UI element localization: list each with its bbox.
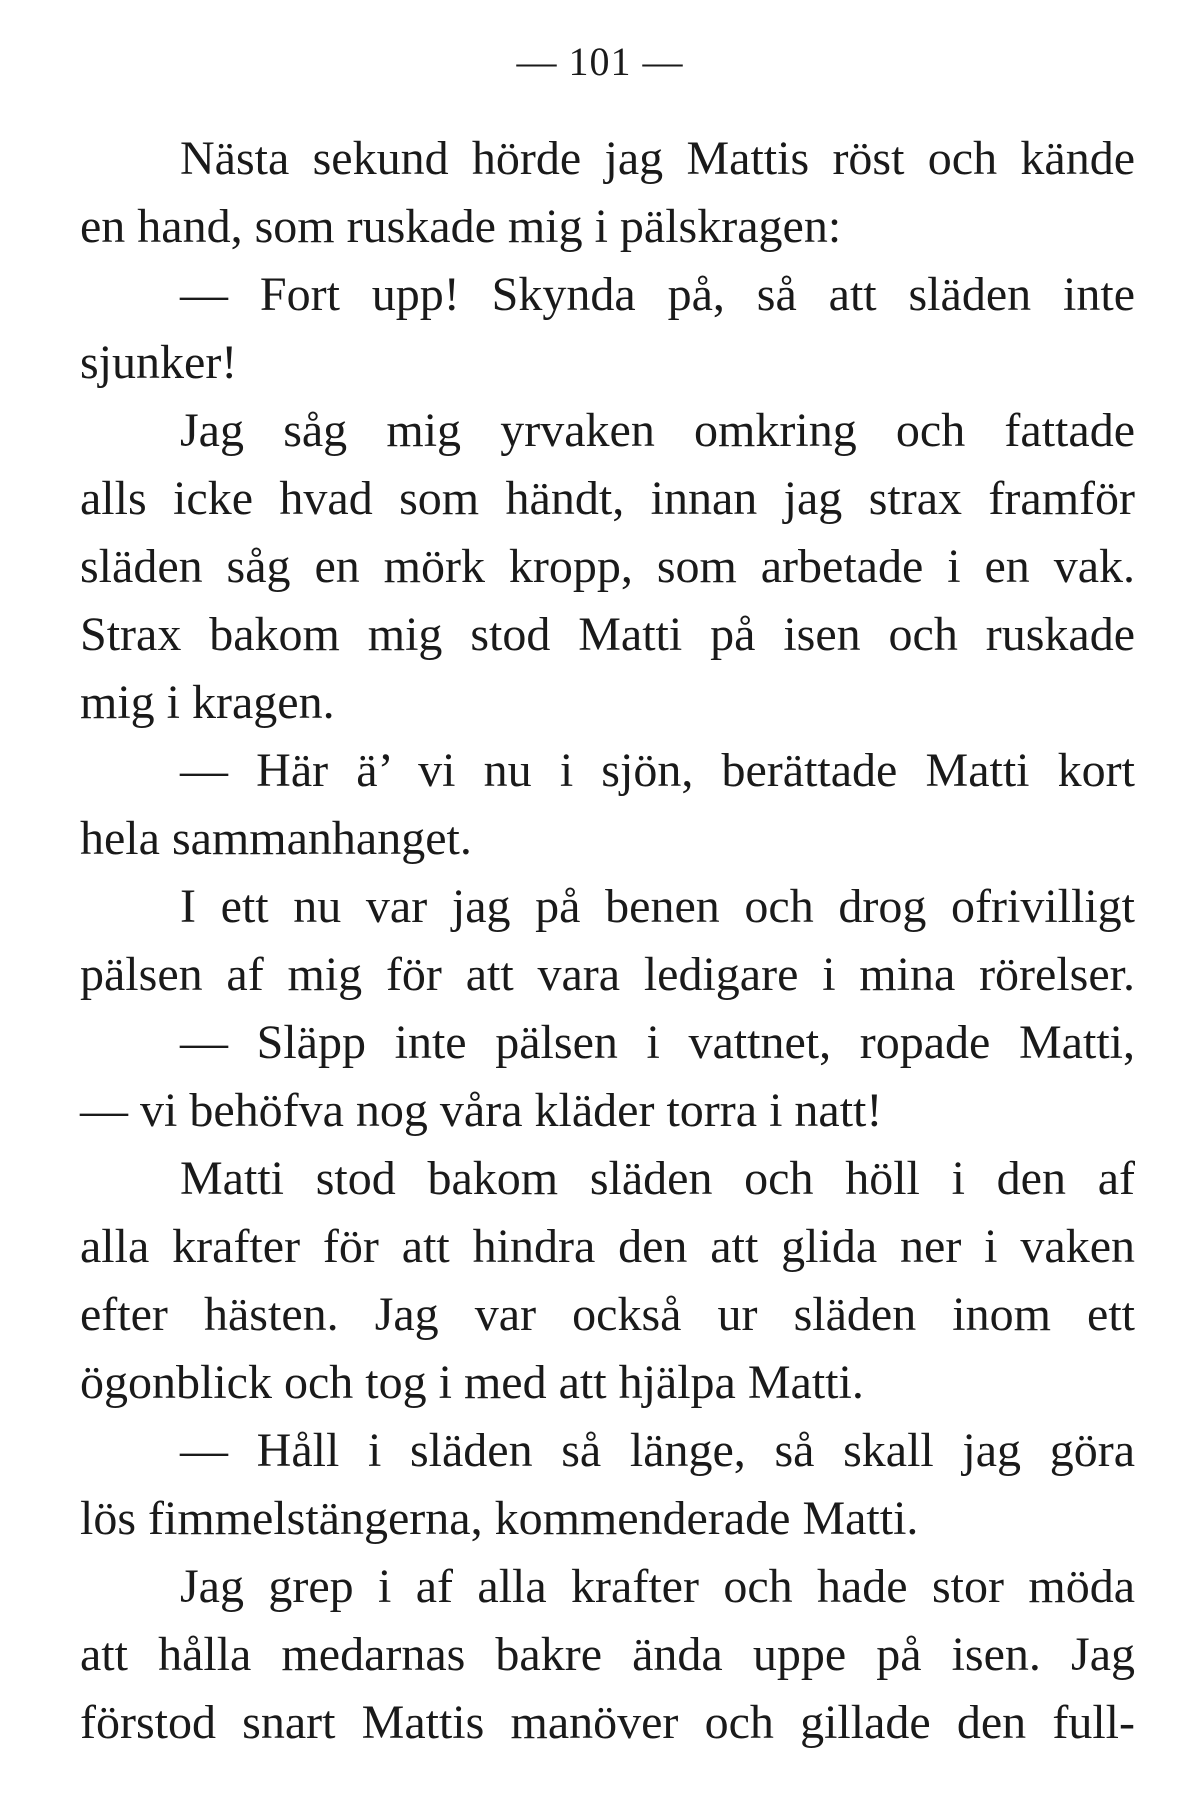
text-line: en hand, som ruskade mig i pälskragen: — [80, 200, 842, 253]
text-line: Matti stod bakom släden och höll i den af — [180, 1152, 1135, 1205]
text-line: — Fort upp! Skynda på, så att släden inte — [180, 268, 1135, 321]
text-line: Strax bakom mig stod Matti på isen och ruskade — [80, 608, 1135, 661]
page-number: — 101 — — [516, 39, 684, 84]
text-line: släden såg en mörk kropp, som arbetade i en vak. — [80, 540, 1135, 593]
body-text — [80, 125, 1135, 1757]
text-line: förstod snart Mattis manöver och gillade den full- — [80, 1696, 1135, 1749]
text-line: — Släpp inte pälsen i vattnet, ropade Matti, — [180, 1016, 1135, 1069]
text-line: — Håll i släden så länge, så skall jag göra — [180, 1424, 1135, 1477]
text-line: alls icke hvad som händt, innan jag strax framför — [80, 472, 1135, 525]
text-line: hela sammanhanget. — [80, 812, 472, 865]
text-line: — Här ä’ vi nu i sjön, berättade Matti kort — [180, 744, 1135, 797]
text-line: sjunker! — [80, 336, 238, 389]
text-line: att hålla medarnas bakre ända uppe på isen. Jag — [80, 1628, 1135, 1681]
text-line: Jag grep i af alla krafter och hade stor möda — [180, 1560, 1135, 1613]
text-line: Nästa sekund hörde jag Mattis röst och kände — [180, 132, 1135, 185]
text-line: efter hästen. Jag var också ur släden inom ett — [80, 1288, 1135, 1341]
text-line: mig i kragen. — [80, 676, 335, 729]
text-line: alla krafter för att hindra den att glida ner i vaken — [80, 1220, 1135, 1273]
text-line: I ett nu var jag på benen och drog ofrivilligt — [180, 880, 1135, 933]
text-line: pälsen af mig för att vara ledigare i mina rörelser. — [80, 948, 1135, 1001]
text-line: — vi behöfva nog våra kläder torra i natt! — [80, 1084, 883, 1137]
text-line: lös fimmelstängerna, kommenderade Matti. — [80, 1492, 919, 1545]
text-line: Jag såg mig yrvaken omkring och fattade — [180, 404, 1135, 457]
text-line: ögonblick och tog i med att hjälpa Matti. — [80, 1356, 864, 1409]
